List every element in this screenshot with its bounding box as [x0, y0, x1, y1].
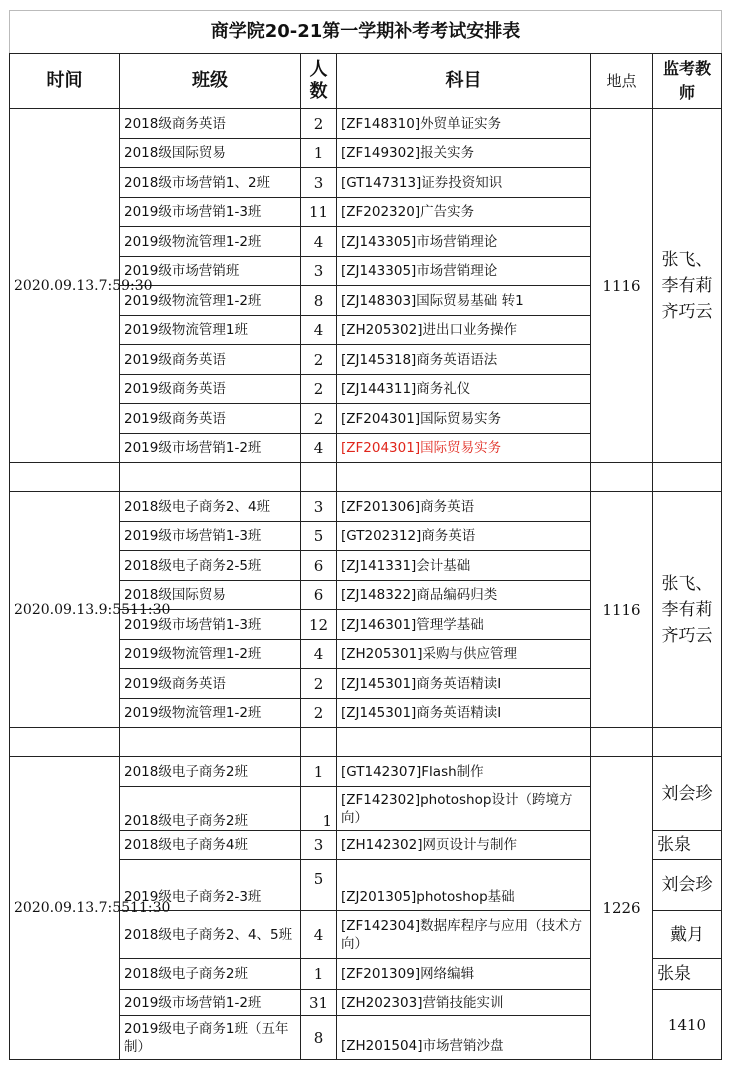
session-time: 2020.09.13.7:5511:30 [10, 757, 120, 1060]
session-location: 1410 [653, 990, 722, 1060]
row-proctor: 张泉 [653, 959, 722, 990]
class-cell: 2019级物流管理1-2班 [120, 640, 301, 669]
session-proctor: 张飞、李有莉齐巧云 [653, 109, 722, 463]
count-cell: 2 [301, 375, 337, 404]
session-time: 2020.09.13.7:59:30 [10, 109, 120, 463]
count-cell: 1 [301, 757, 337, 787]
count-cell: 3 [301, 831, 337, 860]
subject-cell: [ZJ143305]市场营销理论 [337, 227, 591, 257]
class-cell: 2019级物流管理1-2班 [120, 227, 301, 257]
class-cell: 2018级电子商务2、4、5班 [120, 911, 301, 959]
class-cell: 2018级国际贸易 [120, 581, 301, 610]
count-cell: 31 [301, 990, 337, 1016]
subject-cell: [ZF142304]数据库程序与应用（技术方向） [337, 911, 591, 959]
row-proctor: 张泉 [653, 831, 722, 860]
subject-cell: [ZH142302]网页设计与制作 [337, 831, 591, 860]
subject-cell: [ZF204301]国际贸易实务 [337, 404, 591, 434]
header-row [10, 54, 722, 109]
subject-cell: [ZF202320]广告实务 [337, 198, 591, 227]
subject-cell: [ZJ146301]管理学基础 [337, 610, 591, 640]
count-cell: 5 [301, 860, 337, 911]
count-cell: 1 [301, 959, 337, 990]
count-cell: 8 [301, 286, 337, 316]
page-title: 商学院20-21第一学期补考考试安排表 [10, 11, 722, 54]
subject-cell: [ZH205302]进出口业务操作 [337, 316, 591, 345]
subject-cell: [ZH201504]市场营销沙盘 [337, 1016, 591, 1060]
class-cell: 2018级商务英语 [120, 109, 301, 139]
class-cell: 2019级市场营销1-3班 [120, 610, 301, 640]
session-location: 1116 [591, 109, 653, 463]
count-cell: 2 [301, 699, 337, 728]
row-proctor: 刘会珍 [653, 757, 722, 831]
subject-cell: [GT142307]Flash制作 [337, 757, 591, 787]
class-cell: 2018级电子商务2班 [120, 959, 301, 990]
subject-cell: [ZJ141331]会计基础 [337, 551, 591, 581]
session-location: 1116 [591, 492, 653, 728]
subject-cell: [ZH205301]采购与供应管理 [337, 640, 591, 669]
table-row [10, 757, 722, 787]
subject-cell: [ZF142302]photoshop设计（跨境方向） [337, 787, 591, 831]
session-location: 1226 [591, 757, 653, 1060]
subject-cell: [GT202312]商务英语 [337, 522, 591, 551]
subject-cell: [ZF148310]外贸单证实务 [337, 109, 591, 139]
header-subject: 科目 [337, 54, 591, 109]
subject-cell: [ZF149302]报关实务 [337, 139, 591, 168]
count-cell: 1 [301, 787, 337, 831]
count-cell: 2 [301, 109, 337, 139]
subject-cell: [ZJ145301]商务英语精读I [337, 699, 591, 728]
subject-cell: [ZH202303]营销技能实训 [337, 990, 591, 1016]
header-location: 地点 [591, 54, 653, 109]
row-proctor: 刘会珍 [653, 860, 722, 911]
subject-cell: [ZJ201305]photoshop基础 [337, 860, 591, 911]
class-cell: 2019级商务英语 [120, 669, 301, 699]
subject-cell: [ZJ144311]商务礼仪 [337, 375, 591, 404]
subject-cell: [ZF201306]商务英语 [337, 492, 591, 522]
table-row [10, 109, 722, 139]
subject-cell: [ZJ143305]市场营销理论 [337, 257, 591, 286]
count-cell: 4 [301, 316, 337, 345]
spacer-row [10, 463, 722, 492]
count-cell: 5 [301, 522, 337, 551]
exam-schedule-table [9, 10, 722, 1060]
class-cell: 2019级电子商务2-3班 [120, 860, 301, 911]
class-cell: 2019级物流管理1班 [120, 316, 301, 345]
subject-cell: [ZJ145301]商务英语精读I [337, 669, 591, 699]
count-cell: 2 [301, 404, 337, 434]
class-cell: 2018级电子商务4班 [120, 831, 301, 860]
session-time: 2020.09.13.9:5511:30 [10, 492, 120, 728]
spacer-row [10, 728, 722, 757]
class-cell: 2018级电子商务2-5班 [120, 551, 301, 581]
class-cell: 2019级商务英语 [120, 375, 301, 404]
count-cell: 6 [301, 581, 337, 610]
class-cell: 2018级电子商务2、4班 [120, 492, 301, 522]
count-cell: 3 [301, 257, 337, 286]
subject-cell-highlighted: [ZF204301]国际贸易实务 [337, 434, 591, 463]
count-cell: 6 [301, 551, 337, 581]
session-proctor: 张飞、李有莉齐巧云 [653, 492, 722, 728]
class-cell: 2018级电子商务2班 [120, 757, 301, 787]
count-cell: 1 [301, 139, 337, 168]
class-cell: 2019级物流管理1-2班 [120, 286, 301, 316]
table-row [10, 492, 722, 522]
class-cell: 2018级国际贸易 [120, 139, 301, 168]
header-time: 时间 [10, 54, 120, 109]
class-cell: 2019级市场营销班 [120, 257, 301, 286]
count-cell: 8 [301, 1016, 337, 1060]
class-cell: 2019级电子商务1班（五年制） [120, 1016, 301, 1060]
subject-cell: [ZJ148322]商品编码归类 [337, 581, 591, 610]
subject-cell: [ZF201309]网络编辑 [337, 959, 591, 990]
row-proctor: 戴月 [653, 911, 722, 959]
count-cell: 4 [301, 911, 337, 959]
class-cell: 2019级商务英语 [120, 404, 301, 434]
class-cell: 2019级市场营销1-3班 [120, 522, 301, 551]
class-cell: 2019级市场营销1-3班 [120, 198, 301, 227]
header-class: 班级 [120, 54, 301, 109]
class-cell: 2018级市场营销1、2班 [120, 168, 301, 198]
header-count: 人数 [301, 54, 337, 109]
class-cell: 2019级市场营销1-2班 [120, 434, 301, 463]
count-cell: 11 [301, 198, 337, 227]
class-cell: 2019级市场营销1-2班 [120, 990, 301, 1016]
count-cell: 3 [301, 492, 337, 522]
class-cell: 2019级物流管理1-2班 [120, 699, 301, 728]
count-cell: 2 [301, 345, 337, 375]
header-proctor: 监考教师 [653, 54, 722, 109]
subject-cell: [ZJ145318]商务英语语法 [337, 345, 591, 375]
count-cell: 4 [301, 434, 337, 463]
subject-cell: [GT147313]证券投资知识 [337, 168, 591, 198]
class-cell: 2018级电子商务2班 [120, 787, 301, 831]
count-cell: 4 [301, 640, 337, 669]
count-cell: 2 [301, 669, 337, 699]
count-cell: 4 [301, 227, 337, 257]
count-cell: 3 [301, 168, 337, 198]
count-cell: 12 [301, 610, 337, 640]
class-cell: 2019级商务英语 [120, 345, 301, 375]
subject-cell: [ZJ148303]国际贸易基础 转1 [337, 286, 591, 316]
